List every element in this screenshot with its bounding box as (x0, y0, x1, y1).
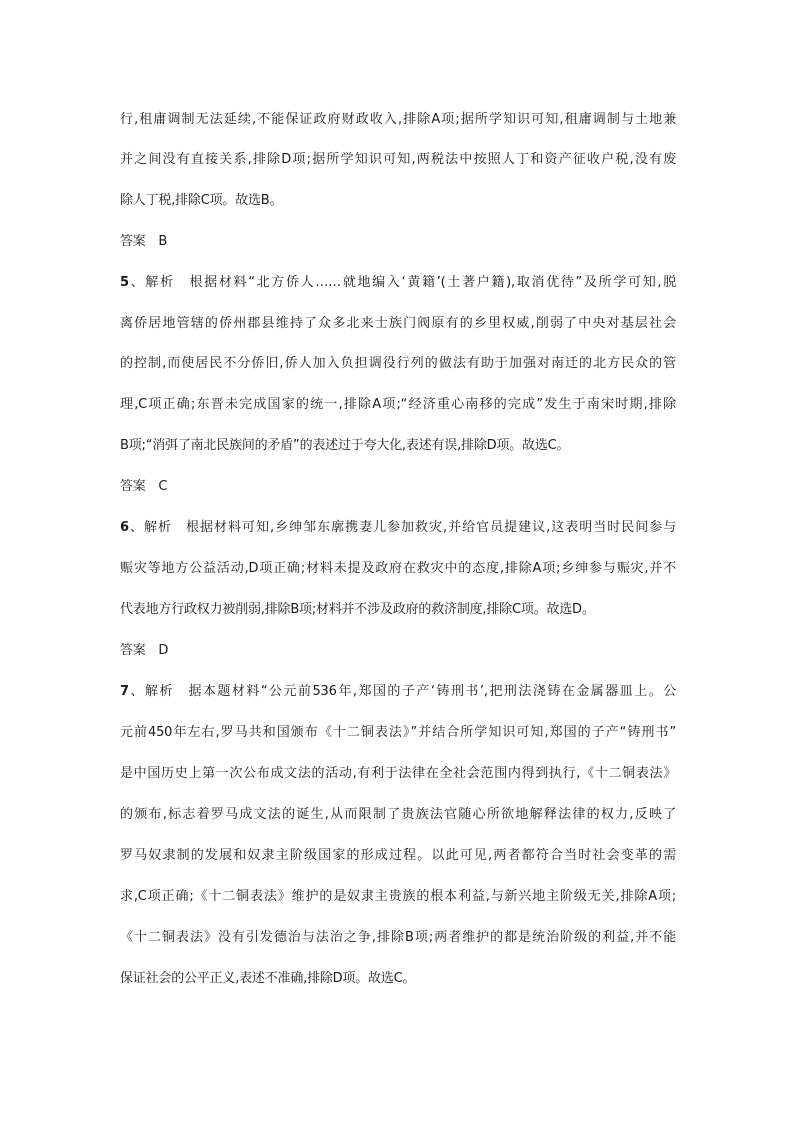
text-line: 赈灾等地方公益活动,D项正确;材料未提及政府在救灾中的态度,排除A项;乡绅参与赈灾,并不 (120, 561, 676, 576)
text-line: 元前450年左右,罗马共和国颁布《十二铜表法》”并结合所学知识可知,郑国的子产“铸刑书” (120, 725, 676, 740)
text-line: 代表地方行政权力被削弱,排除B项;材料并不涉及政府的救济制度,排除C项。故选D。 (120, 602, 595, 617)
question-7-header (120, 684, 676, 700)
text-line: 、解析 据本题材料“公元前536年,郑国的子产‘铸刑书’,把刑法浇铸在金属器皿上。公 (128, 684, 676, 699)
question-number: 5 (120, 275, 129, 290)
text-line: 行,租庸调制无法延续,不能保证政府财政收入,排除A项;据所学知识可知,租庸调制与土地兼 (120, 112, 676, 127)
text-line: 除人丁税,排除C项。故选B。 (120, 193, 283, 208)
question-number: 6 (120, 520, 129, 535)
text-line: 、解析 根据材料可知,乡绅邹东廓携妻儿参加救灾,并给官员提建议,这表明当时民间参与 (128, 520, 676, 535)
answer-line: 答案 D (120, 643, 169, 658)
text-line: B项;“消弭了南北民族间的矛盾”的表述过于夸大化,表述有误,排除D项。故选C。 (120, 438, 570, 453)
question-5-header (120, 275, 676, 291)
answer-line: 答案 B (120, 234, 168, 249)
text-line: 罗马奴隶制的发展和奴隶主阶级国家的形成过程。以此可见,两者都符合当时社会变革的需 (120, 848, 676, 863)
text-line: 离侨居地管辖的侨州郡县维持了众多北来士族门阀原有的乡里权威,削弱了中央对基层社会 (120, 316, 676, 331)
text-line: 的控制,而使居民不分侨旧,侨人加入负担调役行列的做法有助于加强对南迁的北方民众的管 (120, 356, 676, 371)
text-line: 《十二铜表法》没有引发德治与法治之争,排除B项;两者维护的都是统治阶级的利益,并不能 (120, 930, 676, 945)
text-line: 求,C项正确;《十二铜表法》维护的是奴隶主贵族的根本利益,与新兴地主阶级无关,排除A项; (120, 889, 676, 904)
question-6-header (120, 520, 676, 536)
text-line: 、解析 根据材料“北方侨人……就地编入‘黄籍’(土著户籍),取消优待”及所学可知,脱 (128, 275, 676, 290)
text-line: 并之间没有直接关系,排除D项;据所学知识可知,两税法中按照人丁和资产征收户税,没有废 (120, 152, 676, 167)
text-line: 保证社会的公平正义,表述不准确,排除D项。故选C。 (120, 971, 416, 986)
text-line: 理,C项正确;东晋未完成国家的统一,排除A项;“经济重心南移的完成”发生于南宋时期,排除 (120, 397, 676, 412)
question-number: 7 (120, 684, 129, 699)
answer-line: 答案 C (120, 479, 168, 494)
text-line: 的颁布,标志着罗马成文法的诞生,从而限制了贵族法官随心所欲地解释法律的权力,反映了 (120, 807, 676, 822)
text-line: 是中国历史上第一次公布成文法的活动,有利于法律在全社会范围内得到执行,《十二铜表法》 (120, 766, 676, 781)
